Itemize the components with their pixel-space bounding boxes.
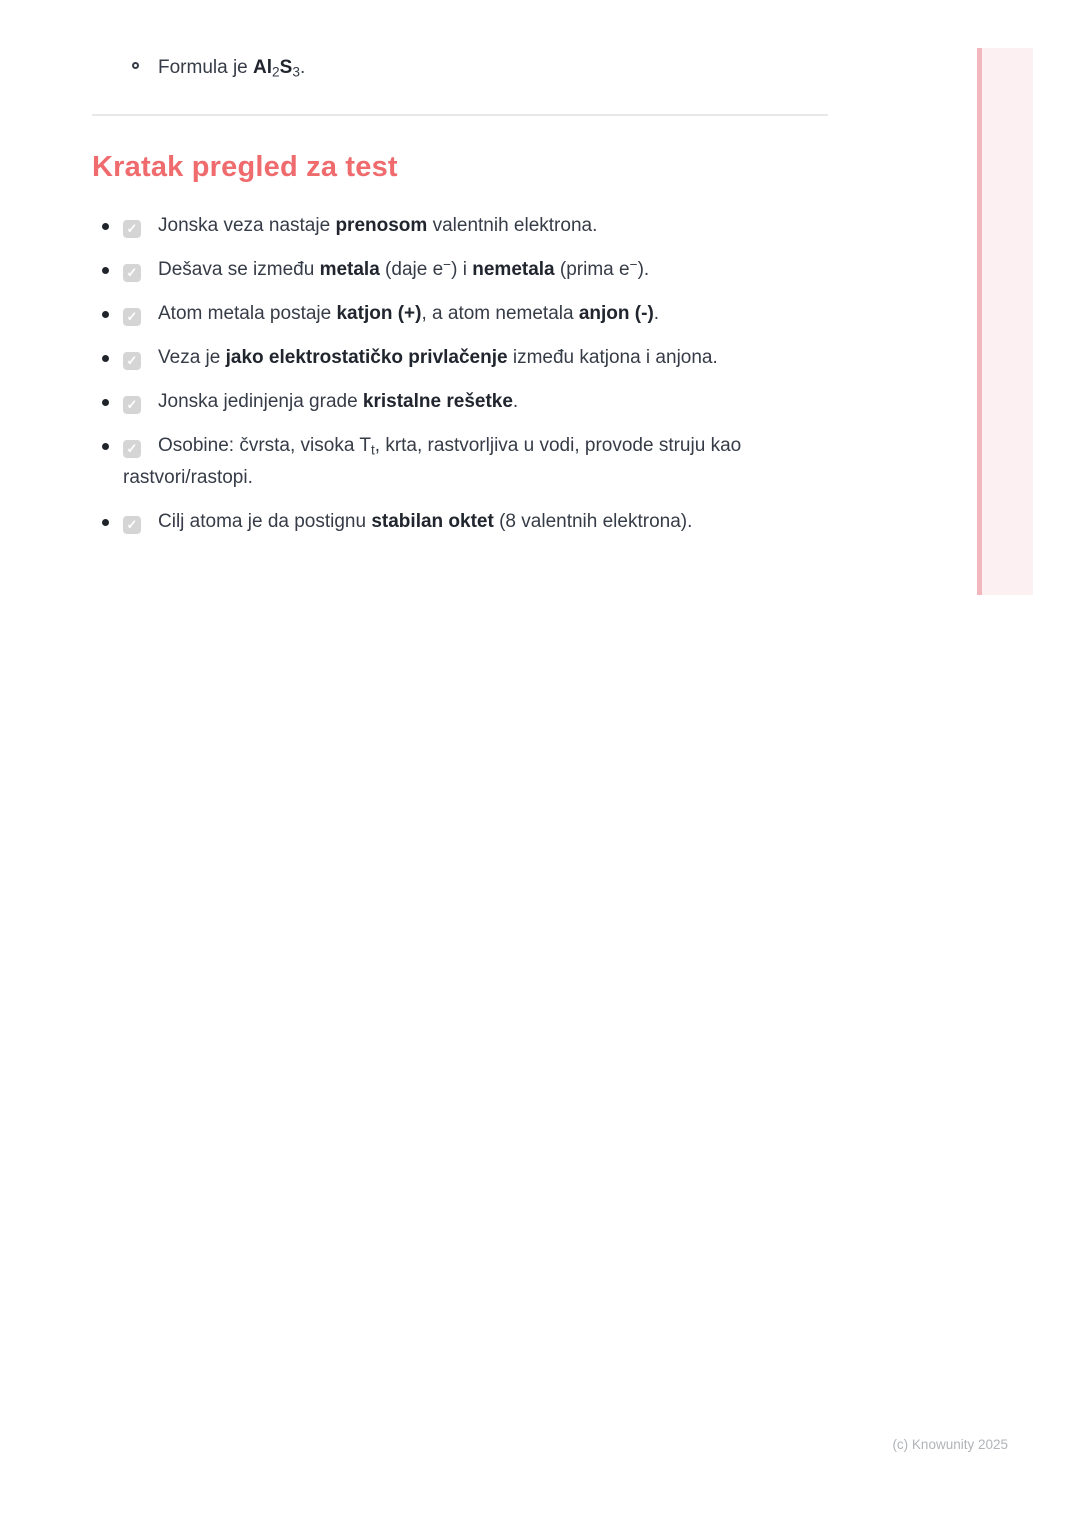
checkbox-checked[interactable]: ✓	[123, 220, 141, 238]
circle-bullet-icon	[132, 62, 139, 69]
checkbox-checked[interactable]: ✓	[123, 440, 141, 458]
checkbox-checked[interactable]: ✓	[123, 352, 141, 370]
checklist-item	[100, 210, 816, 242]
checkbox-checked[interactable]: ✓	[123, 264, 141, 282]
checklist-item	[100, 386, 816, 418]
footer-copyright: (c) Knowunity 2025	[892, 1437, 1008, 1452]
bullet-dot-icon	[102, 267, 109, 274]
bullet-dot-icon	[102, 311, 109, 318]
checkbox-checked[interactable]: ✓	[123, 308, 141, 326]
checklist-item	[100, 254, 816, 286]
bullet-dot-icon	[102, 519, 109, 526]
checklist-item-text: Jonska veza nastaje prenosom valentnih elektrona.	[158, 215, 598, 236]
intro-list-item-text: Formula je $Al_2S_3$.	[158, 57, 306, 80]
checklist-item	[100, 342, 816, 374]
checklist-item	[100, 298, 816, 330]
checklist-item	[100, 506, 816, 538]
checklist	[100, 210, 816, 550]
section-divider	[92, 114, 828, 116]
checkbox-checked[interactable]: ✓	[123, 516, 141, 534]
bullet-dot-icon	[102, 443, 109, 450]
bullet-dot-icon	[102, 223, 109, 230]
checklist-item-text: Osobine: čvrsta, visoka $T_t$, krta, rastvorljiva u vodi, provode struju kao rastvori/rastopi.	[123, 435, 742, 488]
intro-list-item	[130, 54, 305, 81]
checklist-item-text: Veza je jako elektrostatičko privlačenje između katjona i anjona.	[158, 347, 718, 368]
bullet-dot-icon	[102, 399, 109, 406]
bullet-dot-icon	[102, 355, 109, 362]
checklist-item	[100, 430, 816, 494]
section-title: Kratak pregled za test	[92, 151, 398, 183]
checklist-item-text: Dešava se između metala (daje e−) i nemetala (prima e−).	[158, 256, 650, 280]
checklist-item-text: Jonska jedinjenja grade kristalne rešetke.	[158, 391, 519, 412]
checkbox-checked[interactable]: ✓	[123, 396, 141, 414]
checklist-item-text: Cilj atoma je da postignu stabilan oktet (8 valentnih elektrona).	[158, 511, 693, 532]
intro-list	[130, 54, 305, 81]
checklist-item-text: Atom metala postaje katjon (+), a atom nemetala anjon (-).	[158, 303, 660, 324]
page-edge-highlight-stripe	[977, 48, 1033, 595]
